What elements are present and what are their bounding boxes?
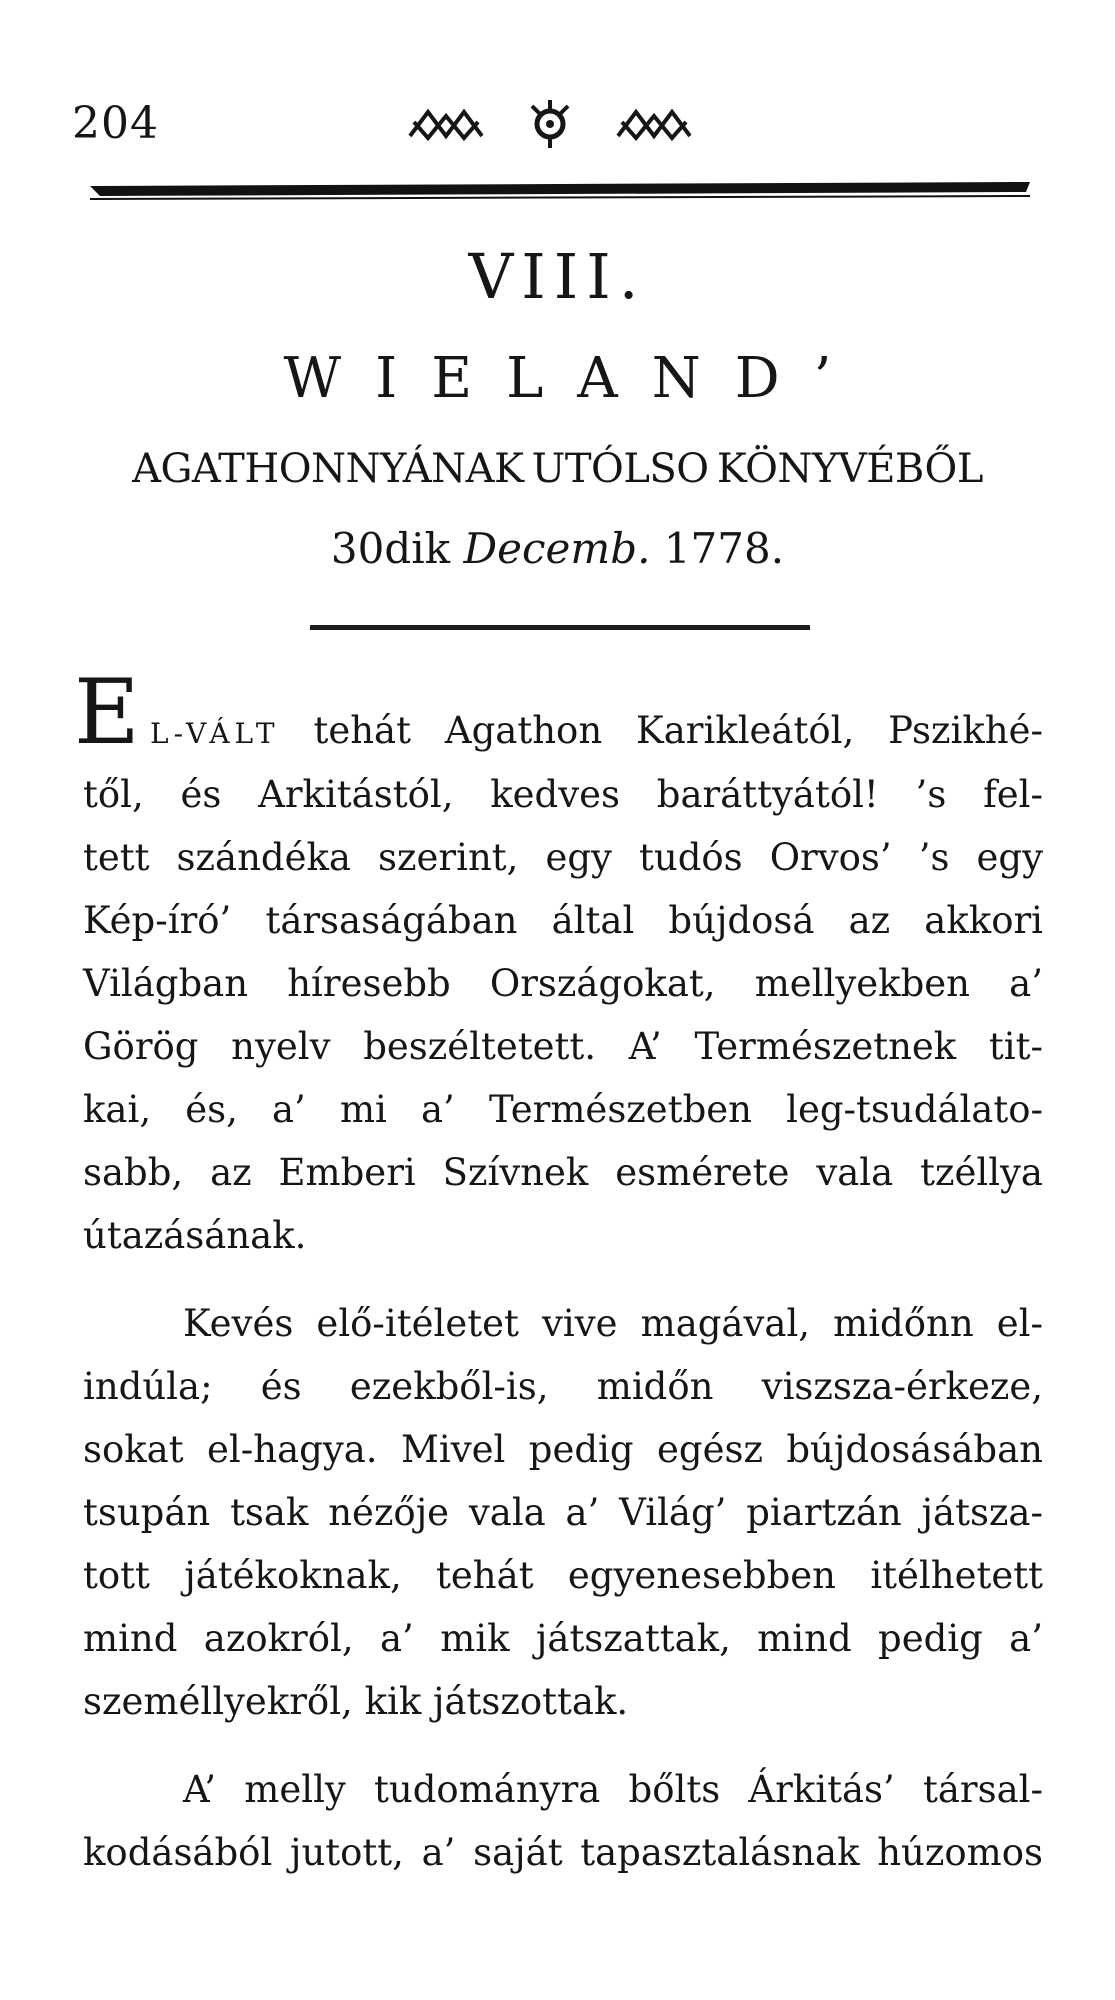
small-caps-word: L-VÁLT (150, 717, 280, 750)
text-line: kodásából jutott, a’ saját tapasztalásnak húzomos (83, 1831, 1043, 1874)
text-line: kai, és, a’ mi a’ Természetben leg-tsudálato- (83, 1088, 1043, 1131)
text-line: sokat el-hagya. Mivel pedig egész bújdosásában (83, 1428, 1043, 1471)
text-line: tett szándéka szerint, egy tudós Orvos’ ’s egy (83, 836, 1043, 879)
text-line: sabb, az Emberi Szívnek esmérete vala tzéllya (83, 1151, 1043, 1194)
date-year: 1778. (663, 524, 785, 573)
text-line: mind azokról, a’ mik játszattak, mind pedig a’ (83, 1617, 1043, 1660)
author-name: WIELAND’ (283, 346, 866, 411)
text-line: Kép-író’ társaságában által bújdosá az akkori (83, 899, 1043, 942)
header-rule (90, 180, 1030, 202)
page-number: 204 (72, 98, 159, 149)
text-line: től, és Arkitástól, kedves baráttyától! ’s fel- (83, 773, 1043, 816)
text-line: személlyekről, kik játszottak. (83, 1680, 629, 1723)
text-line (150, 709, 1043, 752)
text-line: Világban híresebb Országokat, mellyekben a’ (83, 962, 1043, 1005)
subtitle: AGATHONNYÁNAK UTÓLSO KÖNYVÉBŐL (132, 446, 983, 492)
divider-rule (310, 625, 810, 630)
text-line: tott játékoknak, tehát egyenesebben itélhetett (83, 1554, 1043, 1597)
text-line: útazásának. (83, 1214, 307, 1257)
text-line: A’ melly tudományra bőlts Árkitás’ társal- (183, 1768, 1043, 1811)
text-line: Görög nyelv beszéltetett. A’ Természetnek tit- (83, 1025, 1043, 1068)
chapter-number: VIII. (468, 240, 647, 313)
text-line: indúla; és ezekből-is, midőn viszsza-érkeze, (83, 1365, 1043, 1408)
date-month: Decemb. (463, 524, 651, 573)
text-span: tehát Agathon Karikleától, Pszikhé- (313, 709, 1043, 752)
date-ordinal: 30dik (330, 524, 451, 573)
date-line (0, 524, 1115, 573)
text-line: Kevés elő-itéletet vive magával, midőnn el- (183, 1302, 1043, 1345)
ornament-icon (400, 98, 700, 150)
text-line: tsupán tsak nézője vala a’ Világ’ piartzán játsza- (83, 1491, 1043, 1534)
drop-cap: E (74, 660, 140, 765)
